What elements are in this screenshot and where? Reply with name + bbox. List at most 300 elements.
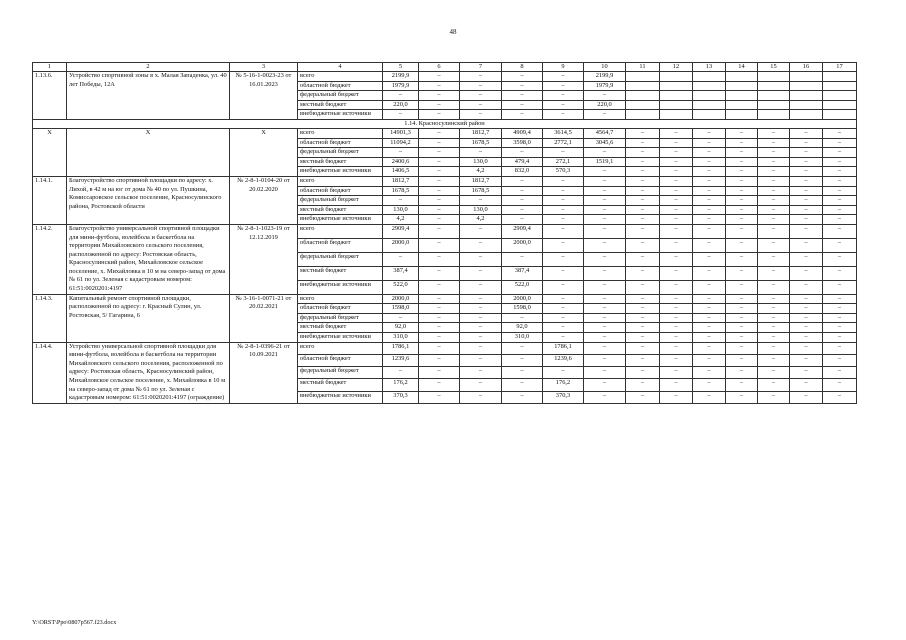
amount-cell: – [660,323,693,333]
amount-cell: – [726,391,758,403]
amount-cell: 220,0 [584,100,626,110]
amount-cell: – [790,176,823,186]
amount-cell: – [726,367,758,379]
amount-cell [758,72,790,82]
document-number: № 2-8-1-1023-19 от 12.12.2019 [230,224,298,294]
amount-cell: 130,0 [460,157,502,167]
amount-cell: – [790,205,823,215]
amount-cell: – [584,196,626,206]
amount-cell [626,110,660,120]
amount-cell: – [626,176,660,186]
amount-cell: – [758,138,790,148]
amount-cell: – [626,280,660,294]
amount-cell: – [823,313,857,323]
amount-cell: – [543,266,584,280]
amount-cell: 832,0 [502,167,543,177]
amount-cell [660,100,693,110]
amount-cell: – [660,354,693,366]
file-path-footer: Y:\ORST\Ppo\0807p567.f23.docx [32,619,117,626]
amount-cell: – [460,72,502,82]
amount-cell: – [419,391,460,403]
row-id: Х [33,128,67,176]
amount-cell: – [693,167,726,177]
amount-cell: 1812,7 [383,176,419,186]
amount-cell: – [460,224,502,238]
amount-cell: – [726,157,758,167]
amount-cell: – [584,91,626,101]
amount-cell: – [543,238,584,252]
amount-cell: – [790,196,823,206]
document-number: № 2-8-1-0396-21 от 10.09.2021 [230,342,298,403]
amount-cell: – [693,367,726,379]
amount-cell: 92,0 [383,323,419,333]
amount-cell: – [790,215,823,225]
amount-cell: – [790,294,823,304]
amount-cell: – [502,205,543,215]
amount-cell: – [790,128,823,138]
amount-cell: – [584,252,626,266]
amount-cell: – [419,148,460,158]
amount-cell: – [758,215,790,225]
amount-cell: – [543,252,584,266]
amount-cell: – [584,238,626,252]
amount-cell: – [660,167,693,177]
amount-cell: – [693,354,726,366]
amount-cell [660,91,693,101]
amount-cell: – [693,294,726,304]
amount-cell: – [758,176,790,186]
table-row [33,72,857,82]
amount-cell [626,100,660,110]
amount-cell: – [726,224,758,238]
amount-cell: 1812,7 [460,176,502,186]
column-number: 7 [460,63,502,72]
amount-cell: – [758,391,790,403]
amount-cell: – [383,148,419,158]
amount-cell: – [726,323,758,333]
table-row [33,294,857,304]
amount-cell: – [758,266,790,280]
amount-cell: – [660,176,693,186]
amount-cell: – [584,186,626,196]
amount-cell: – [383,110,419,120]
amount-cell: – [758,379,790,391]
amount-cell: – [660,342,693,354]
amount-cell: – [758,333,790,343]
amount-cell: – [758,148,790,158]
amount-cell: 2400,6 [383,157,419,167]
amount-cell [726,110,758,120]
amount-cell: – [383,252,419,266]
amount-cell: 310,0 [502,333,543,343]
amount-cell [726,91,758,101]
source-label: внебюджетные источники [298,391,383,403]
amount-cell: – [543,224,584,238]
amount-cell: – [419,354,460,366]
amount-cell: – [543,205,584,215]
amount-cell: – [584,215,626,225]
amount-cell: 92,0 [502,323,543,333]
amount-cell: – [823,128,857,138]
amount-cell: – [660,128,693,138]
amount-cell: – [660,266,693,280]
source-label: федеральный бюджет [298,252,383,266]
amount-cell: – [660,215,693,225]
amount-cell: – [758,294,790,304]
amount-cell: 479,4 [502,157,543,167]
amount-cell: – [660,138,693,148]
amount-cell: – [460,313,502,323]
amount-cell: – [758,304,790,314]
amount-cell: – [758,323,790,333]
amount-cell: – [693,205,726,215]
amount-cell: – [626,196,660,206]
amount-cell: – [626,205,660,215]
amount-cell: – [584,280,626,294]
source-label: местный бюджет [298,157,383,167]
amount-cell: – [790,354,823,366]
column-number-row [33,63,857,72]
amount-cell: 387,4 [502,266,543,280]
amount-cell: – [543,196,584,206]
amount-cell: 1678,5 [460,138,502,148]
amount-cell: 3045,6 [584,138,626,148]
amount-cell: – [419,238,460,252]
amount-cell: – [460,379,502,391]
source-label: областной бюджет [298,354,383,366]
amount-cell: – [626,128,660,138]
amount-cell: – [584,304,626,314]
amount-cell: – [626,313,660,323]
amount-cell: – [660,252,693,266]
amount-cell: – [660,294,693,304]
amount-cell: – [502,367,543,379]
source-label: областной бюджет [298,138,383,148]
source-label: федеральный бюджет [298,367,383,379]
amount-cell: – [419,110,460,120]
table-body [33,63,857,404]
amount-cell: 4909,4 [502,128,543,138]
amount-cell: – [543,148,584,158]
amount-cell: – [383,91,419,101]
amount-cell: – [626,252,660,266]
amount-cell: – [693,148,726,158]
amount-cell: – [693,157,726,167]
amount-cell: – [726,205,758,215]
amount-cell: – [790,313,823,323]
amount-cell: – [460,294,502,304]
amount-cell: 570,3 [543,167,584,177]
row-id: 1.14.1. [33,176,67,224]
column-number: 9 [543,63,584,72]
amount-cell [790,72,823,82]
amount-cell: – [460,391,502,403]
financing-table [32,62,857,404]
amount-cell: 3614,5 [543,128,584,138]
amount-cell: – [693,238,726,252]
amount-cell: – [584,333,626,343]
amount-cell [693,91,726,101]
amount-cell: – [823,342,857,354]
amount-cell: – [758,196,790,206]
amount-cell: – [660,379,693,391]
amount-cell: – [693,333,726,343]
amount-cell: – [584,354,626,366]
amount-cell [693,81,726,91]
amount-cell [790,91,823,101]
amount-cell: – [790,157,823,167]
amount-cell: – [626,379,660,391]
amount-cell: – [383,196,419,206]
amount-cell [660,72,693,82]
amount-cell: – [543,100,584,110]
amount-cell: – [460,252,502,266]
amount-cell: – [543,81,584,91]
amount-cell: – [660,367,693,379]
amount-cell: – [419,205,460,215]
amount-cell: – [693,379,726,391]
amount-cell: – [693,323,726,333]
amount-cell: 2199,9 [584,72,626,82]
amount-cell: – [502,91,543,101]
amount-cell: 1979,9 [584,81,626,91]
amount-cell: 2199,9 [383,72,419,82]
amount-cell: – [584,391,626,403]
amount-cell: – [419,313,460,323]
amount-cell [823,72,857,82]
amount-cell: – [584,167,626,177]
amount-cell: – [823,379,857,391]
amount-cell: – [790,138,823,148]
source-label: областной бюджет [298,186,383,196]
amount-cell: – [626,138,660,148]
amount-cell: – [502,215,543,225]
amount-cell: 176,2 [543,379,584,391]
amount-cell: – [584,224,626,238]
amount-cell: – [502,342,543,354]
amount-cell: 1786,1 [383,342,419,354]
amount-cell: – [502,176,543,186]
amount-cell [726,81,758,91]
column-number: 17 [823,63,857,72]
source-label: всего [298,72,383,82]
amount-cell: – [823,367,857,379]
column-number: 12 [660,63,693,72]
amount-cell: – [626,367,660,379]
source-label: местный бюджет [298,323,383,333]
amount-cell: – [693,266,726,280]
amount-cell: – [726,266,758,280]
amount-cell: – [626,215,660,225]
amount-cell: 1519,1 [584,157,626,167]
amount-cell: 1678,5 [383,186,419,196]
amount-cell: – [726,252,758,266]
amount-cell [758,100,790,110]
table-row [33,342,857,354]
source-label: федеральный бюджет [298,313,383,323]
source-label: внебюджетные источники [298,280,383,294]
amount-cell: – [626,238,660,252]
amount-cell: – [419,138,460,148]
amount-cell [823,91,857,101]
amount-cell: – [823,157,857,167]
amount-cell: – [626,323,660,333]
document-number: № 2-8-1-0104-20 от 20.02.2020 [230,176,298,224]
amount-cell: – [726,294,758,304]
amount-cell: – [626,167,660,177]
amount-cell: – [823,148,857,158]
amount-cell: – [419,342,460,354]
amount-cell: 310,0 [383,333,419,343]
page-number: 48 [449,28,457,36]
amount-cell: – [823,196,857,206]
amount-cell [693,100,726,110]
amount-cell: 1678,5 [460,186,502,196]
source-label: федеральный бюджет [298,196,383,206]
source-label: областной бюджет [298,81,383,91]
amount-cell: – [693,196,726,206]
amount-cell: – [693,224,726,238]
amount-cell [626,81,660,91]
amount-cell: – [502,391,543,403]
amount-cell: – [419,157,460,167]
amount-cell [626,91,660,101]
amount-cell: – [726,148,758,158]
amount-cell: – [543,304,584,314]
source-label: внебюджетные источники [298,110,383,120]
amount-cell: – [460,148,502,158]
amount-cell: – [823,215,857,225]
amount-cell: – [790,167,823,177]
amount-cell [660,110,693,120]
amount-cell: – [419,81,460,91]
amount-cell: – [823,391,857,403]
amount-cell: – [823,205,857,215]
amount-cell: 1786,1 [543,342,584,354]
amount-cell: 1979,9 [383,81,419,91]
amount-cell: – [823,252,857,266]
amount-cell: – [419,294,460,304]
amount-cell: – [543,72,584,82]
amount-cell: – [543,280,584,294]
amount-cell: 2000,0 [502,294,543,304]
amount-cell: – [419,252,460,266]
column-number: 15 [758,63,790,72]
amount-cell: – [790,323,823,333]
amount-cell: – [726,313,758,323]
column-number: 13 [693,63,726,72]
amount-cell: – [419,379,460,391]
row-id: 1.14.3. [33,294,67,342]
amount-cell: – [419,167,460,177]
column-number: 6 [419,63,460,72]
amount-cell: – [543,294,584,304]
table-row [33,128,857,138]
object-name: Благоустройство универсальной спортивной площадки для мини-футбола, волейбола и баскетбола на территории Михайловского сельского поселения, расположенной по адресу: Ростовская область, Красносулинский район, Михайловское сельское поселение, х. Михайловка в 10 м на северо-запад от дома № 61 по ул. Зеленая с кадастровым номером: 61:51:0020201:4197 [67,224,230,294]
amount-cell: 1598,0 [502,304,543,314]
amount-cell: – [543,323,584,333]
amount-cell: – [726,196,758,206]
amount-cell [758,81,790,91]
amount-cell: – [758,354,790,366]
amount-cell: – [584,205,626,215]
amount-cell: – [626,148,660,158]
amount-cell: – [383,367,419,379]
amount-cell: – [660,238,693,252]
source-label: областной бюджет [298,304,383,314]
amount-cell: 4,2 [460,215,502,225]
source-label: внебюджетные источники [298,215,383,225]
section-row [33,119,857,128]
amount-cell: – [383,313,419,323]
amount-cell: – [823,304,857,314]
amount-cell: – [419,367,460,379]
amount-cell: – [790,148,823,158]
amount-cell: 272,1 [543,157,584,167]
amount-cell: 522,0 [502,280,543,294]
amount-cell: – [790,367,823,379]
source-label: всего [298,224,383,238]
source-label: местный бюджет [298,266,383,280]
amount-cell [758,91,790,101]
amount-cell: – [626,354,660,366]
amount-cell: – [543,367,584,379]
amount-cell: – [726,215,758,225]
amount-cell: – [460,354,502,366]
amount-cell: – [693,176,726,186]
amount-cell [790,100,823,110]
amount-cell: – [502,110,543,120]
amount-cell: – [419,100,460,110]
amount-cell: 1406,5 [383,167,419,177]
amount-cell: – [543,91,584,101]
amount-cell [758,110,790,120]
amount-cell: – [543,110,584,120]
section-title: 1.14. Красносулинский район [33,119,857,128]
amount-cell: 522,0 [383,280,419,294]
amount-cell: – [419,333,460,343]
amount-cell: – [790,391,823,403]
amount-cell: – [726,379,758,391]
amount-cell: 2772,1 [543,138,584,148]
amount-cell: – [790,266,823,280]
amount-cell: – [584,294,626,304]
object-name: Капитальный ремонт спортивной площадки, расположенной по адресу: г. Красный Сулин, ул. Ростовская, 5/ Гагарина, 6 [67,294,230,342]
table-row [33,224,857,238]
amount-cell: – [584,266,626,280]
amount-cell: 1812,7 [460,128,502,138]
amount-cell: – [758,167,790,177]
amount-cell: 2000,0 [502,238,543,252]
source-label: федеральный бюджет [298,91,383,101]
amount-cell: – [460,323,502,333]
amount-cell: – [693,304,726,314]
source-label: местный бюджет [298,379,383,391]
row-id: 1.14.2. [33,224,67,294]
amount-cell [726,72,758,82]
amount-cell: – [758,238,790,252]
amount-cell: – [626,304,660,314]
amount-cell: – [660,304,693,314]
column-number: 16 [790,63,823,72]
amount-cell: – [726,176,758,186]
document-number: № 3-16-1-0071-21 от 20.02.2021 [230,294,298,342]
amount-cell: – [660,157,693,167]
amount-cell: – [584,323,626,333]
source-label: внебюджетные источники [298,167,383,177]
amount-cell: – [758,313,790,323]
amount-cell: – [419,215,460,225]
